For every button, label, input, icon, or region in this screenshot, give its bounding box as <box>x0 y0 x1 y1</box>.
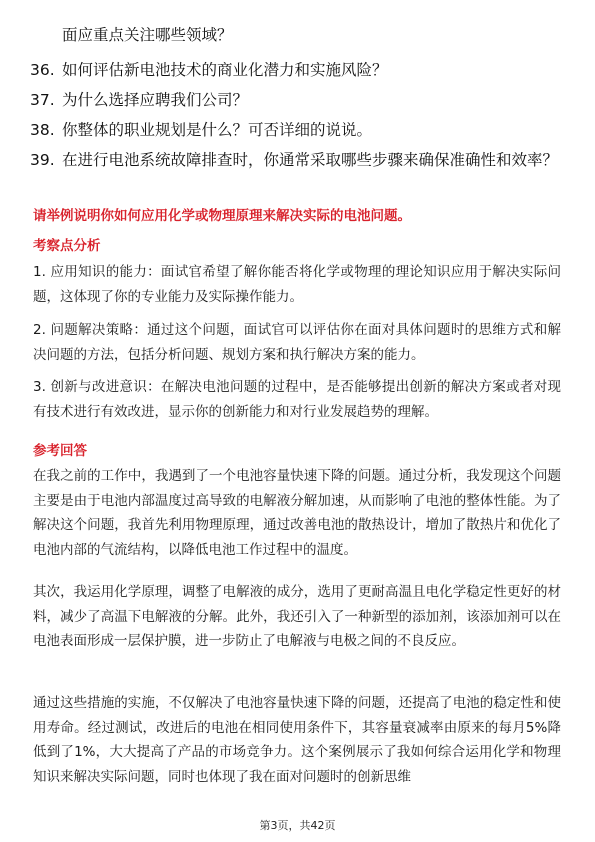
answer-paragraph: 其次，我运用化学原理，调整了电解液的成分，选用了更耐高温且电化学稳定性更好的材料，减少了高温下电解液的分解。此外，我还引入了一种新型的添加剂，该添加剂可以在电池表面形成一层保护膜，进一步防止了电解液与电极之间的不良反应。 <box>33 584 561 649</box>
answer-heading: 参考回答 <box>33 443 87 459</box>
question-number: 36. <box>30 61 55 79</box>
question-text: 你整体的职业规划是什么？可否详细的说说。 <box>62 121 373 139</box>
question-list <box>30 58 570 178</box>
highlight-question: 请举例说明你如何应用化学或物理原理来解决实际的电池问题。 <box>33 208 411 224</box>
question-item <box>30 88 570 112</box>
analysis-heading: 考察点分析 <box>33 238 101 254</box>
question-item <box>30 118 570 142</box>
analysis-point: 3. 创新与改进意识：在解决电池问题的过程中，是否能够提出创新的解决方案或者对现有技术进行有效改进，显示你的创新能力和对行业发展趋势的理解。 <box>33 379 561 420</box>
analysis-point: 2. 问题解决策略：通过这个问题，面试官可以评估你在面对具体问题时的思维方式和解决问题的方法，包括分析问题、规划方案和执行解决方案的能力。 <box>33 322 561 363</box>
question-text: 如何评估新电池技术的商业化潜力和实施风险？ <box>62 61 388 79</box>
page-footer: 第3页，共42页 <box>259 819 336 832</box>
question-text: 为什么选择应聘我们公司？ <box>62 91 249 109</box>
question-item <box>30 58 570 82</box>
question-number: 38. <box>30 121 55 139</box>
question-item <box>30 148 570 172</box>
question-number: 39. <box>30 151 55 169</box>
answer-paragraph: 通过这些措施的实施，不仅解决了电池容量快速下降的问题，还提高了电池的稳定性和使用寿命。经过测试，改进后的电池在相同使用条件下，其容量衰减率由原来的每月5%降低到了1%，大大提高了产品的市场竞争力。这个案例展示了我如何综合运用化学和物理知识来解决实际问题，同时也体现了我在面对问题时的创新思维 <box>33 695 561 785</box>
analysis-point: 1. 应用知识的能力：面试官希望了解你能否将化学或物理的理论知识应用于解决实际问题，这体现了你的专业能力及实际操作能力。 <box>33 264 561 305</box>
question-number: 37. <box>30 91 55 109</box>
question-continuation: 面应重点关注哪些领域？ <box>62 26 233 44</box>
question-text: 在进行电池系统故障排查时，你通常采取哪些步骤来确保准确性和效率？ <box>62 151 559 169</box>
answer-paragraph: 在我之前的工作中，我遇到了一个电池容量快速下降的问题。通过分析，我发现这个问题主要是由于电池内部温度过高导致的电解液分解加速，从而影响了电池的整体性能。为了解决这个问题，我首先利用物理原理，通过改善电池的散热设计，增加了散热片和优化了电池内部的气流结构，以降低电池工作过程中的温度。 <box>33 468 561 558</box>
